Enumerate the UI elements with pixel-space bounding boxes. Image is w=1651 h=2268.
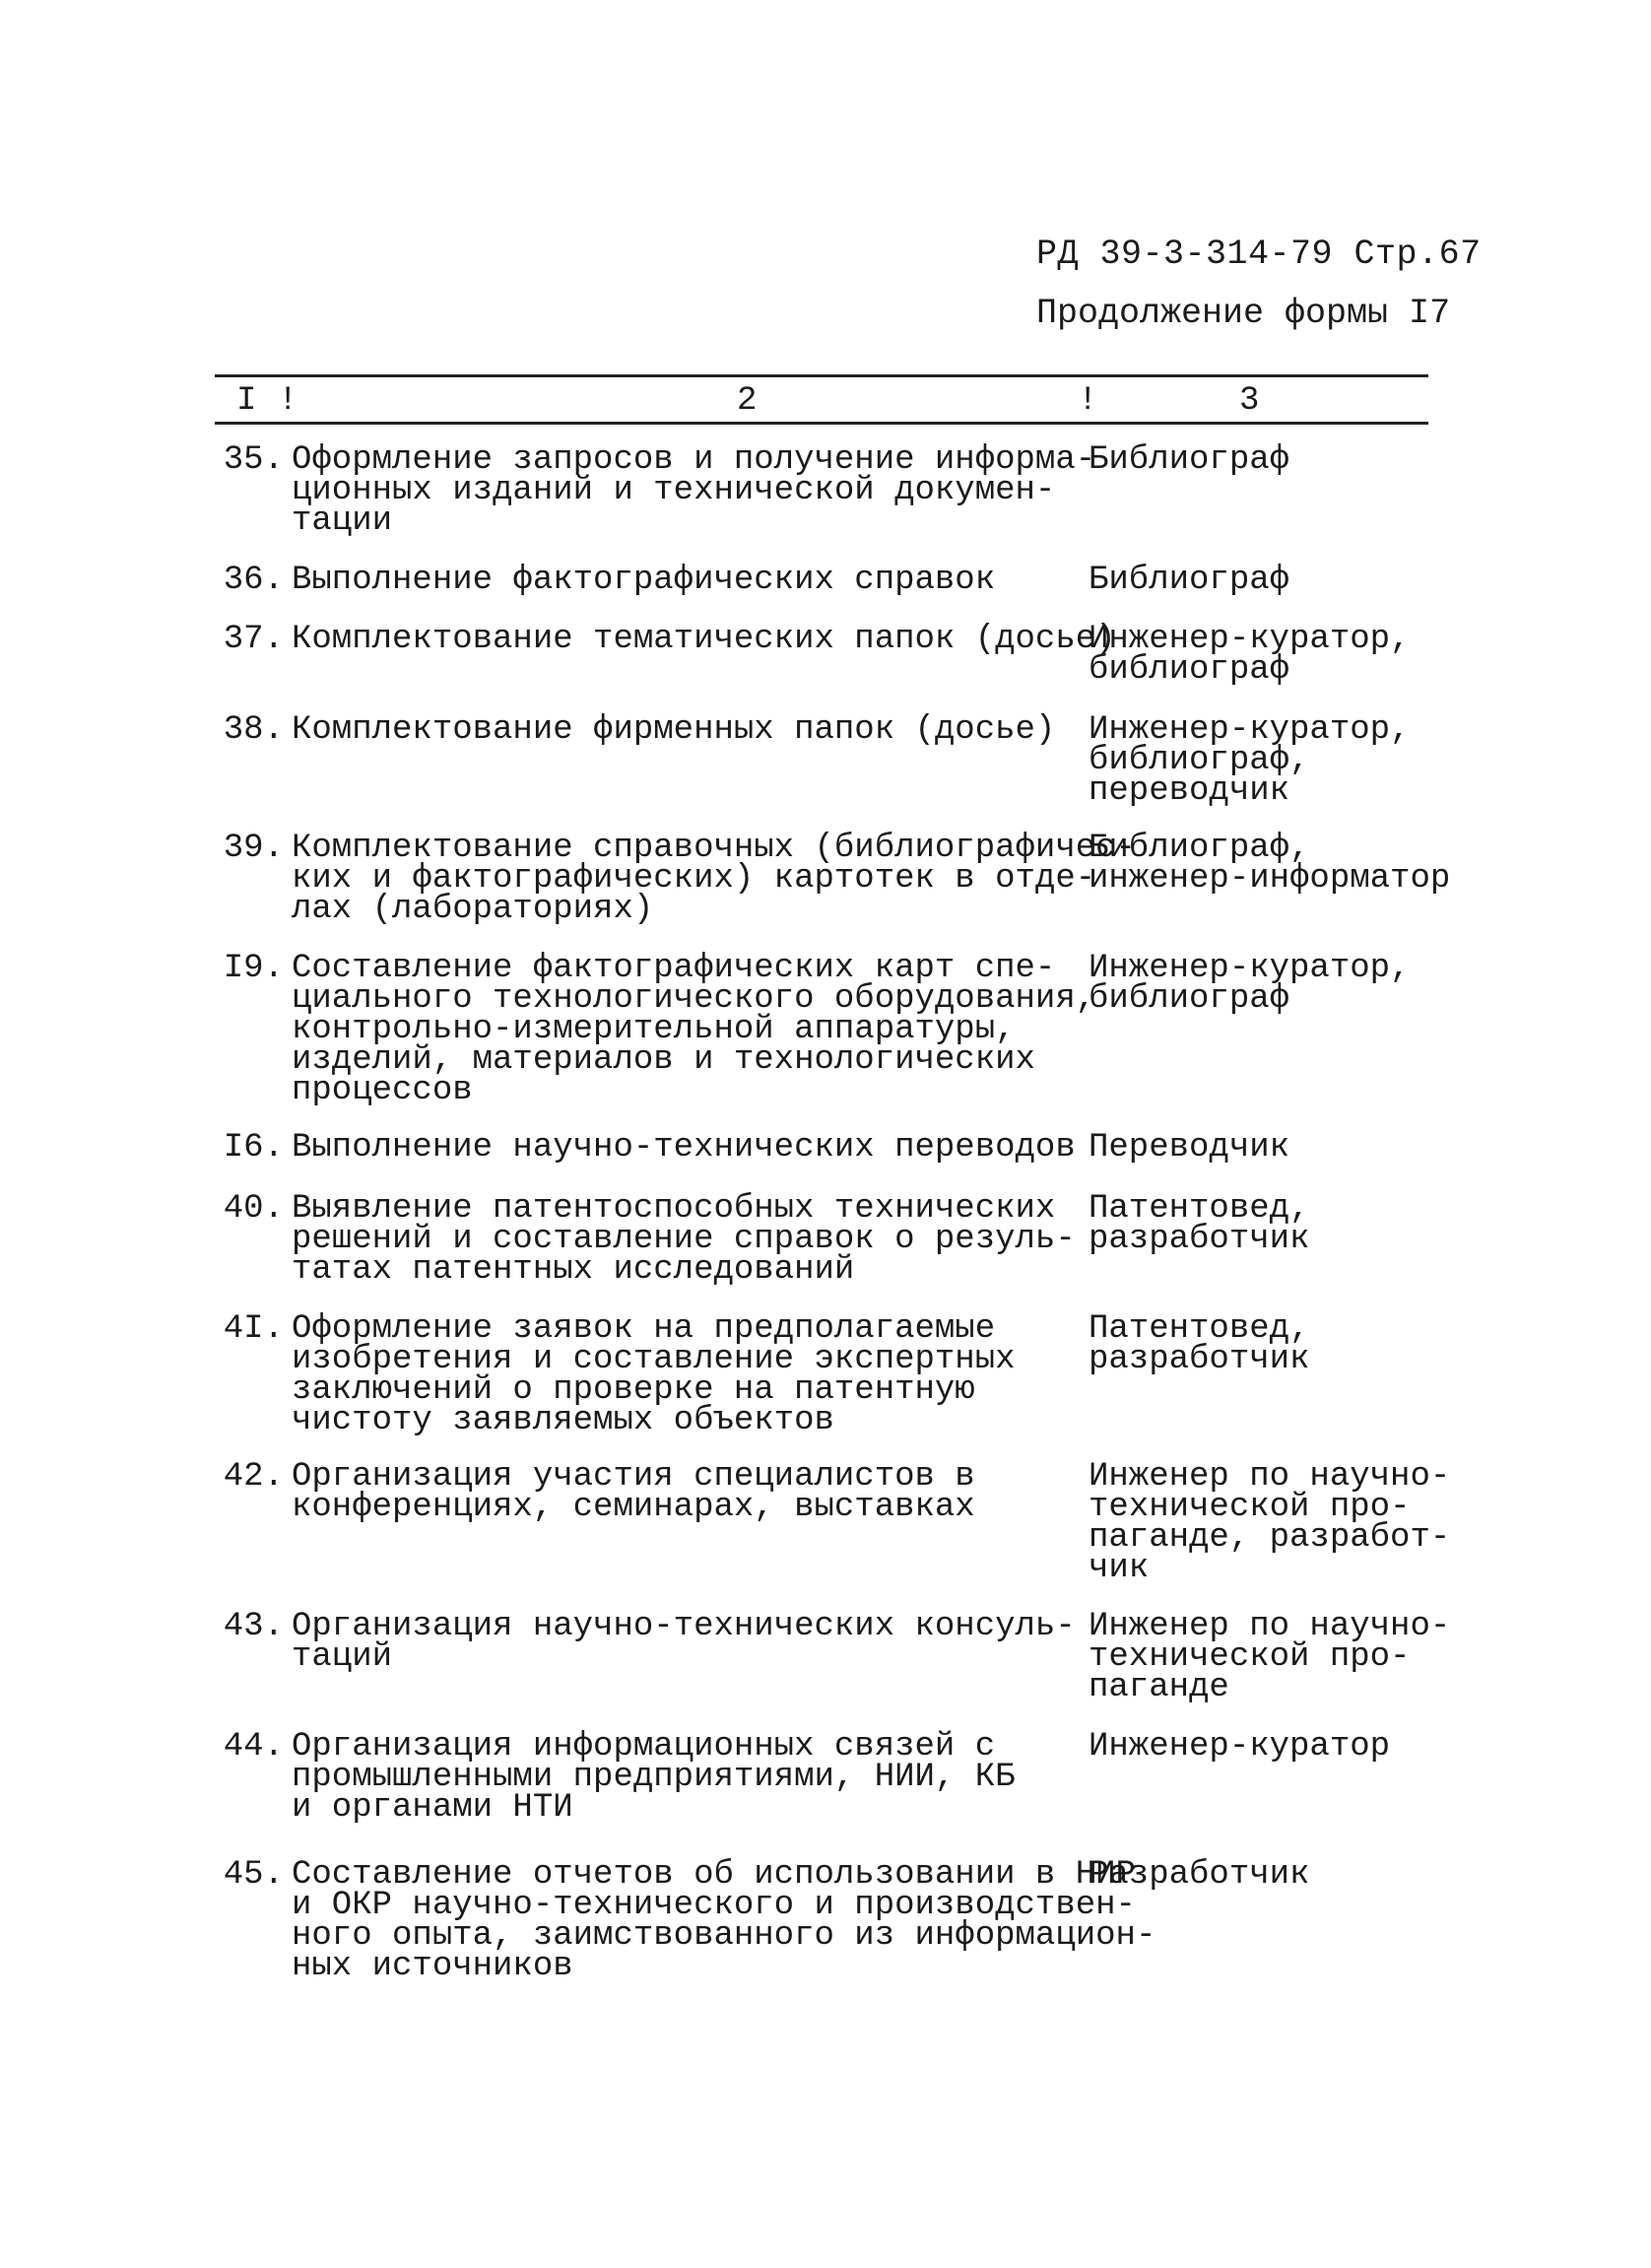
row-description: Выполнение научно-технических переводов [292, 1129, 1076, 1167]
row-description: Выполнение фактографических справок [292, 562, 996, 599]
row-performer: Инженер по научно- технической про- паганде [1089, 1608, 1451, 1706]
document-code: РД 39-3-314-79 Стр.67 [1036, 234, 1482, 274]
row-number: 42. [223, 1458, 284, 1496]
row-number: I6. [223, 1129, 284, 1167]
row-number: 39. [223, 830, 284, 867]
row-performer: Инженер по научно- технической про- паганде, разработ- чик [1089, 1458, 1451, 1587]
row-description: Комплектование тематических папок (досье) [292, 621, 1116, 658]
form-continuation-label: Продолжение формы I7 [1036, 294, 1451, 333]
row-performer: Патентовед, разработчик [1089, 1190, 1310, 1258]
column-header-number: I [236, 382, 257, 420]
row-performer: Инженер-куратор, библиограф [1089, 621, 1411, 689]
row-performer: Библиограф [1089, 441, 1290, 479]
column-separator: ! [1078, 382, 1098, 420]
row-number: 4I. [223, 1310, 284, 1348]
row-number: 35. [223, 441, 284, 479]
row-description: Оформление заявок на предполагаемые изобретения и составление экспертных заключений о проверке на патентную чистоту заявляемых объектов [292, 1310, 1016, 1439]
row-description: Организация информационных связей с промышленными предприятиями, НИИ, КБ и органами НТИ [292, 1728, 1016, 1827]
row-number: 38. [223, 711, 284, 749]
row-number: 45. [223, 1856, 284, 1894]
row-description: Составление фактографических карт спе- циального технологического оборудования, контрольно-измерительной аппаратуры, изделий, материалов и технологических процессов [292, 950, 1096, 1109]
row-number: I9. [223, 950, 284, 987]
row-performer: Библиограф, инженер-информатор [1089, 830, 1451, 898]
column-separator: ! [278, 382, 298, 420]
table-header-rule [215, 422, 1428, 425]
row-performer: Патентовед, разработчик [1089, 1310, 1310, 1378]
row-number: 44. [223, 1728, 284, 1766]
row-performer: Переводчик [1089, 1129, 1290, 1167]
row-description: Комплектование фирменных папок (досье) [292, 711, 1056, 749]
table-top-rule [215, 374, 1428, 377]
row-number: 37. [223, 621, 284, 658]
row-description: Оформление запросов и получение информа- ционных изданий и технической докумен- тации [292, 441, 1096, 540]
row-number: 36. [223, 562, 284, 599]
column-header-description: 2 [737, 382, 758, 420]
row-performer: Инженер-куратор [1089, 1728, 1391, 1766]
row-description: Выявление патентоспособных технических решений и составление справок о резуль- татах патентных исследований [292, 1190, 1076, 1289]
row-performer: Инженер-куратор, библиограф [1089, 950, 1411, 1018]
row-description: Организация научно-технических консуль- таций [292, 1608, 1076, 1676]
row-description: Составление отчетов об использовании в НИР и ОКР научно-технического и производствен- ного опыта, заимствованного из информацион- ных источников [292, 1856, 1156, 1985]
column-header-performer: 3 [1239, 382, 1260, 420]
row-number: 40. [223, 1190, 284, 1228]
row-performer: Инженер-куратор, библиограф, переводчик [1089, 711, 1411, 810]
row-description: Комплектование справочных (библиографичес- ких и фактографических) картотек в отде- лах (лабораториях) [292, 830, 1136, 928]
row-description: Организация участия специалистов в конференциях, семинарах, выставках [292, 1458, 975, 1526]
row-performer: Библиограф [1089, 562, 1290, 599]
row-performer: Разработчик [1089, 1856, 1310, 1894]
row-number: 43. [223, 1608, 284, 1645]
